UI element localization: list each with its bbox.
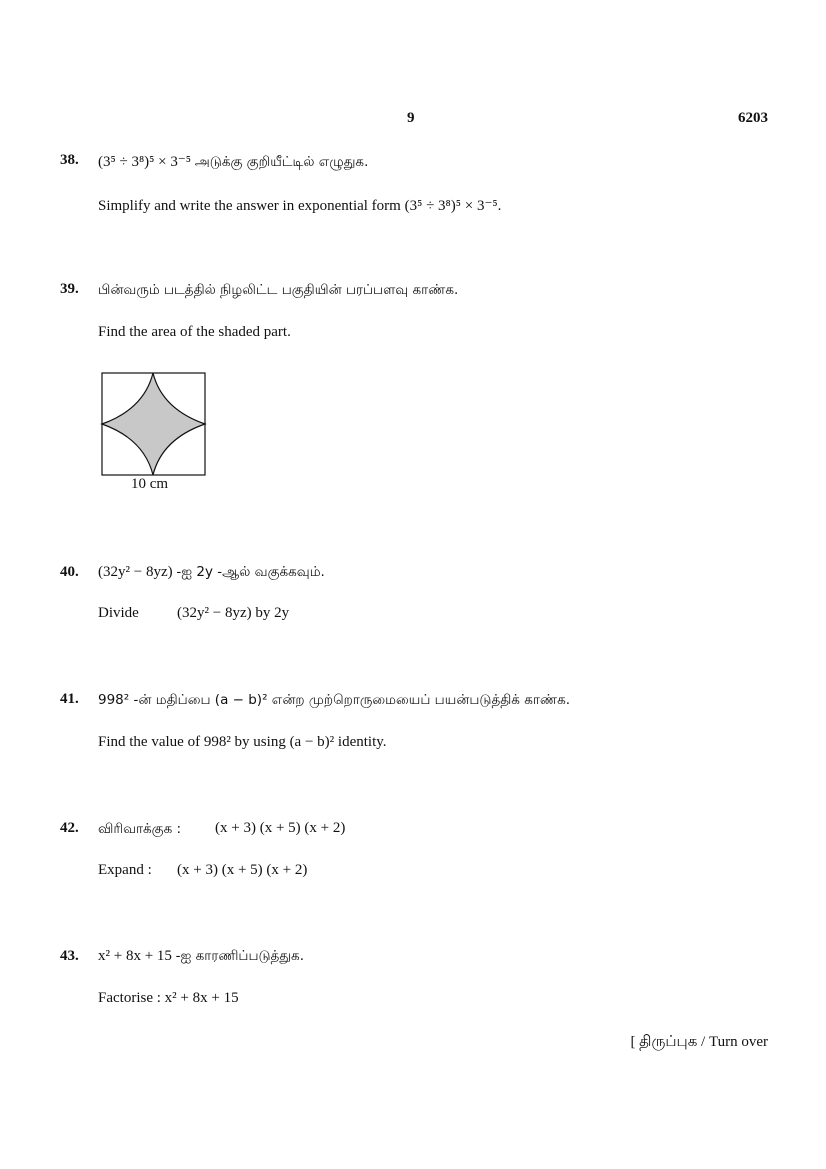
shaded-region bbox=[102, 373, 205, 475]
question-number-42: 42. bbox=[60, 820, 79, 836]
question-43-english-text: Factorise : bbox=[98, 990, 161, 1006]
question-41-tamil-text: 998² -ன் மதிப்பை (a − b)² என்ற முற்றொருமையைப் பயன்படுத்திக் காண்க. bbox=[98, 692, 571, 708]
question-number-40: 40. bbox=[60, 564, 79, 580]
question-38-english bbox=[98, 196, 501, 215]
question-43-english-expr: x² + 8x + 15 bbox=[164, 990, 239, 1006]
question-number-41: 41. bbox=[60, 691, 79, 707]
question-number-43: 43. bbox=[60, 948, 79, 964]
page-number: 9 bbox=[407, 110, 415, 126]
question-40-english-expr: (32y² − 8yz) by 2y bbox=[177, 605, 290, 621]
figure-label: 10 cm bbox=[131, 476, 169, 492]
question-43-tamil-expr: x² + 8x + 15 bbox=[98, 948, 172, 964]
question-43-tamil bbox=[98, 948, 304, 966]
question-number-39: 39. bbox=[60, 281, 79, 297]
question-38-tamil-expr: (3⁵ ÷ 3⁸)⁵ × 3⁻⁵ bbox=[98, 154, 192, 170]
question-42-english-text: Expand : bbox=[98, 862, 152, 878]
question-42-tamil-text: விரிவாக்குக : bbox=[98, 821, 182, 837]
turn-over-note: [ திருப்புக / Turn over bbox=[630, 1034, 768, 1050]
question-40-english-text: Divide bbox=[98, 605, 139, 621]
question-42-tamil-expr: (x + 3) (x + 5) (x + 2) bbox=[215, 820, 346, 836]
question-number-38: 38. bbox=[60, 152, 79, 168]
question-39-english-text: Find the area of the shaded part. bbox=[98, 324, 291, 340]
question-43-english bbox=[98, 990, 239, 1007]
question-43-tamil-text: -ஐ காரணிப்படுத்துக. bbox=[175, 948, 304, 964]
question-39-tamil-text: பின்வரும் படத்தில் நிழலிட்ட பகுதியின் பரப்பளவு காண்க. bbox=[98, 282, 459, 298]
question-38-tamil bbox=[98, 152, 368, 172]
question-38-english-expr: (3⁵ ÷ 3⁸)⁵ × 3⁻⁵. bbox=[404, 198, 502, 214]
question-42-english-expr: (x + 3) (x + 5) (x + 2) bbox=[177, 862, 308, 878]
question-40-tamil-expr: (32y² − 8yz) bbox=[98, 564, 173, 580]
question-38-english-text: Simplify and write the answer in exponential form bbox=[98, 198, 401, 214]
question-40-tamil bbox=[98, 564, 325, 582]
question-41-english-text: Find the value of 998² by using (a − b)² identity. bbox=[98, 734, 387, 750]
paper-code: 6203 bbox=[738, 110, 768, 126]
question-38-tamil-text: அடுக்கு குறியீட்டில் எழுதுக. bbox=[194, 154, 369, 170]
question-40-tamil-text: -ஐ 2y -ஆல் வகுக்கவும். bbox=[176, 564, 325, 580]
shaded-square-figure bbox=[100, 371, 208, 477]
